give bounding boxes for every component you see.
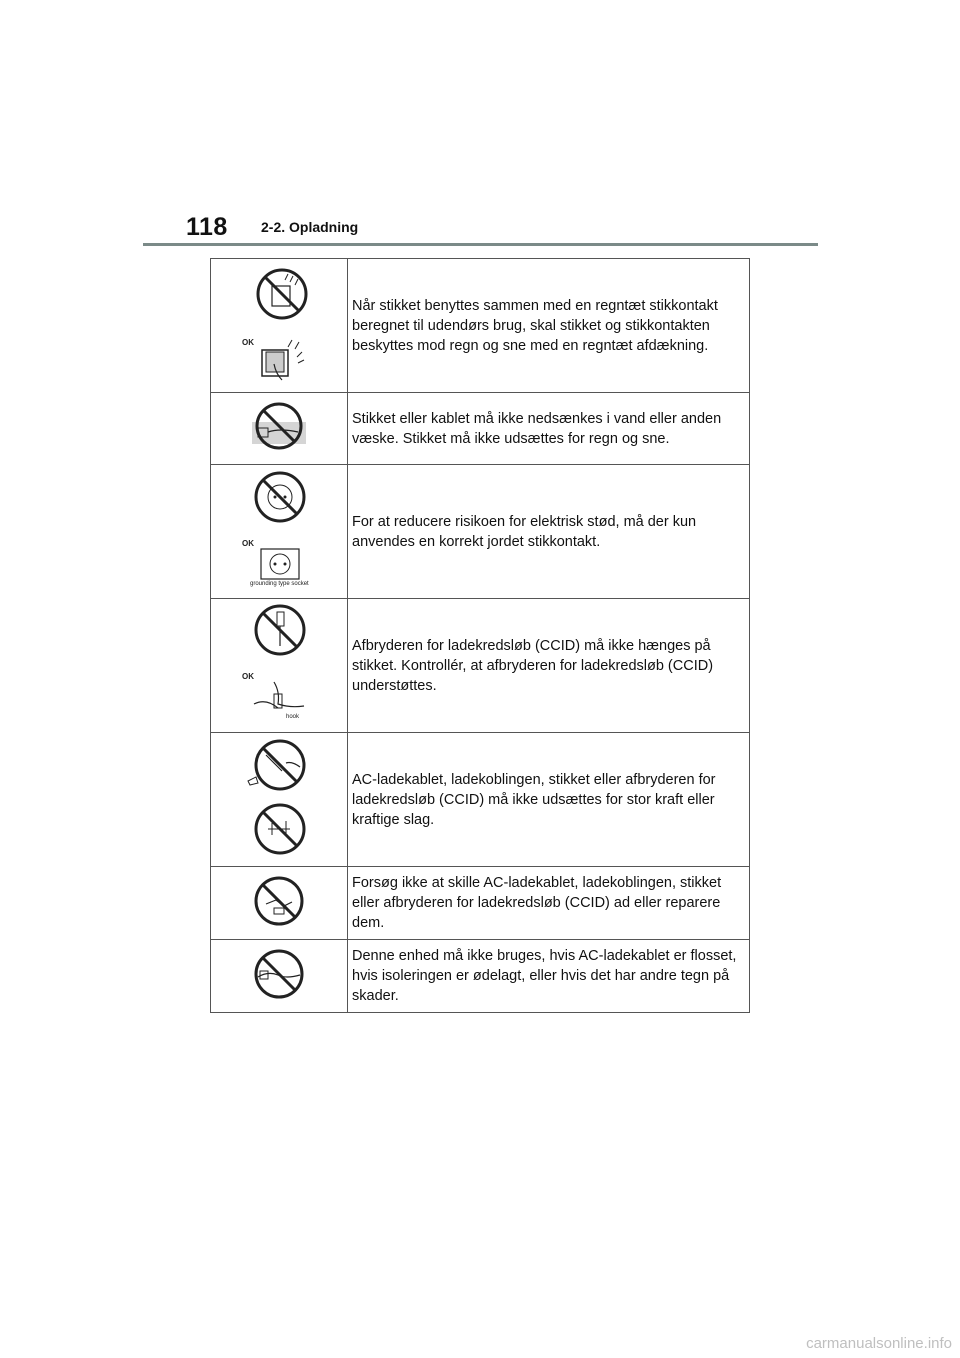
ok-label: OK (242, 539, 254, 548)
ok-label: OK (242, 338, 254, 347)
icon-cell (211, 259, 348, 393)
icon-cell (211, 940, 348, 1013)
warning-text: Forsøg ikke at skille AC-ladekablet, ladekoblingen, stikket eller afbryderen for ladekredsløb (CCID) ad eller reparere dem. (348, 867, 750, 940)
icon-cell (211, 599, 348, 733)
icon-cell (211, 867, 348, 940)
prohibited-damaged-cable-icon (252, 947, 306, 1001)
warning-text: Stikket eller kablet må ikke nedsænkes i vand eller anden væske. Stikket må ikke udsættes for regn og sne. (348, 393, 750, 465)
icon-cell (211, 465, 348, 599)
page-number: 118 (186, 213, 228, 241)
warning-text: Denne enhed må ikke bruges, hvis AC-ladekablet er flosset, hvis isoleringen er ødelagt, eller hvis det har andre tegn på skader. (348, 940, 750, 1013)
table-row (211, 940, 750, 1013)
table-row (211, 259, 750, 393)
table-row (211, 599, 750, 733)
icon-cell (211, 393, 348, 465)
table-row (211, 465, 750, 599)
table-row (211, 867, 750, 940)
table-row (211, 733, 750, 867)
warning-table (210, 258, 750, 1013)
prohibited-force-on-cable-icon (246, 737, 312, 857)
hook-caption: hook (286, 714, 300, 720)
prohibited-ungrounded-socket-icon (244, 469, 314, 589)
warning-text: Afbryderen for ladekredsløb (CCID) må ikke hænges på stikket. Kontrollér, at afbryderen for ladekredsløb (CCID) understøttes. (348, 599, 750, 733)
section-title: 2-2. Opladning (261, 219, 359, 235)
warning-text: Når stikket benyttes sammen med en regntæt stikkontakt beregnet til udendørs brug, skal stikket og stikkontakten beskyttes mod regn og sne med en regntæt afdækning. (348, 259, 750, 393)
table-row (211, 393, 750, 465)
watermark: carmanualsonline.info (806, 1335, 952, 1352)
icon-cell (211, 733, 348, 867)
prohibited-disassembly-icon (252, 874, 306, 928)
warning-text: AC-ladekablet, ladekoblingen, stikket eller afbryderen for ladekredsløb (CCID) må ikke udsættes for stor kraft eller kraftige slag. (348, 733, 750, 867)
prohibited-hanging-ccid-icon (244, 602, 314, 724)
header-rule (143, 243, 818, 246)
warning-text: For at reducere risikoen for elektrisk stød, må der kun anvendes en korrekt jordet stikkontakt. (348, 465, 750, 599)
prohibited-plug-in-water-icon (250, 400, 308, 452)
prohibited-uncovered-outlet-rain-icon (244, 264, 314, 382)
ok-label: OK (242, 672, 254, 681)
socket-caption: grounding type socket (250, 581, 309, 587)
